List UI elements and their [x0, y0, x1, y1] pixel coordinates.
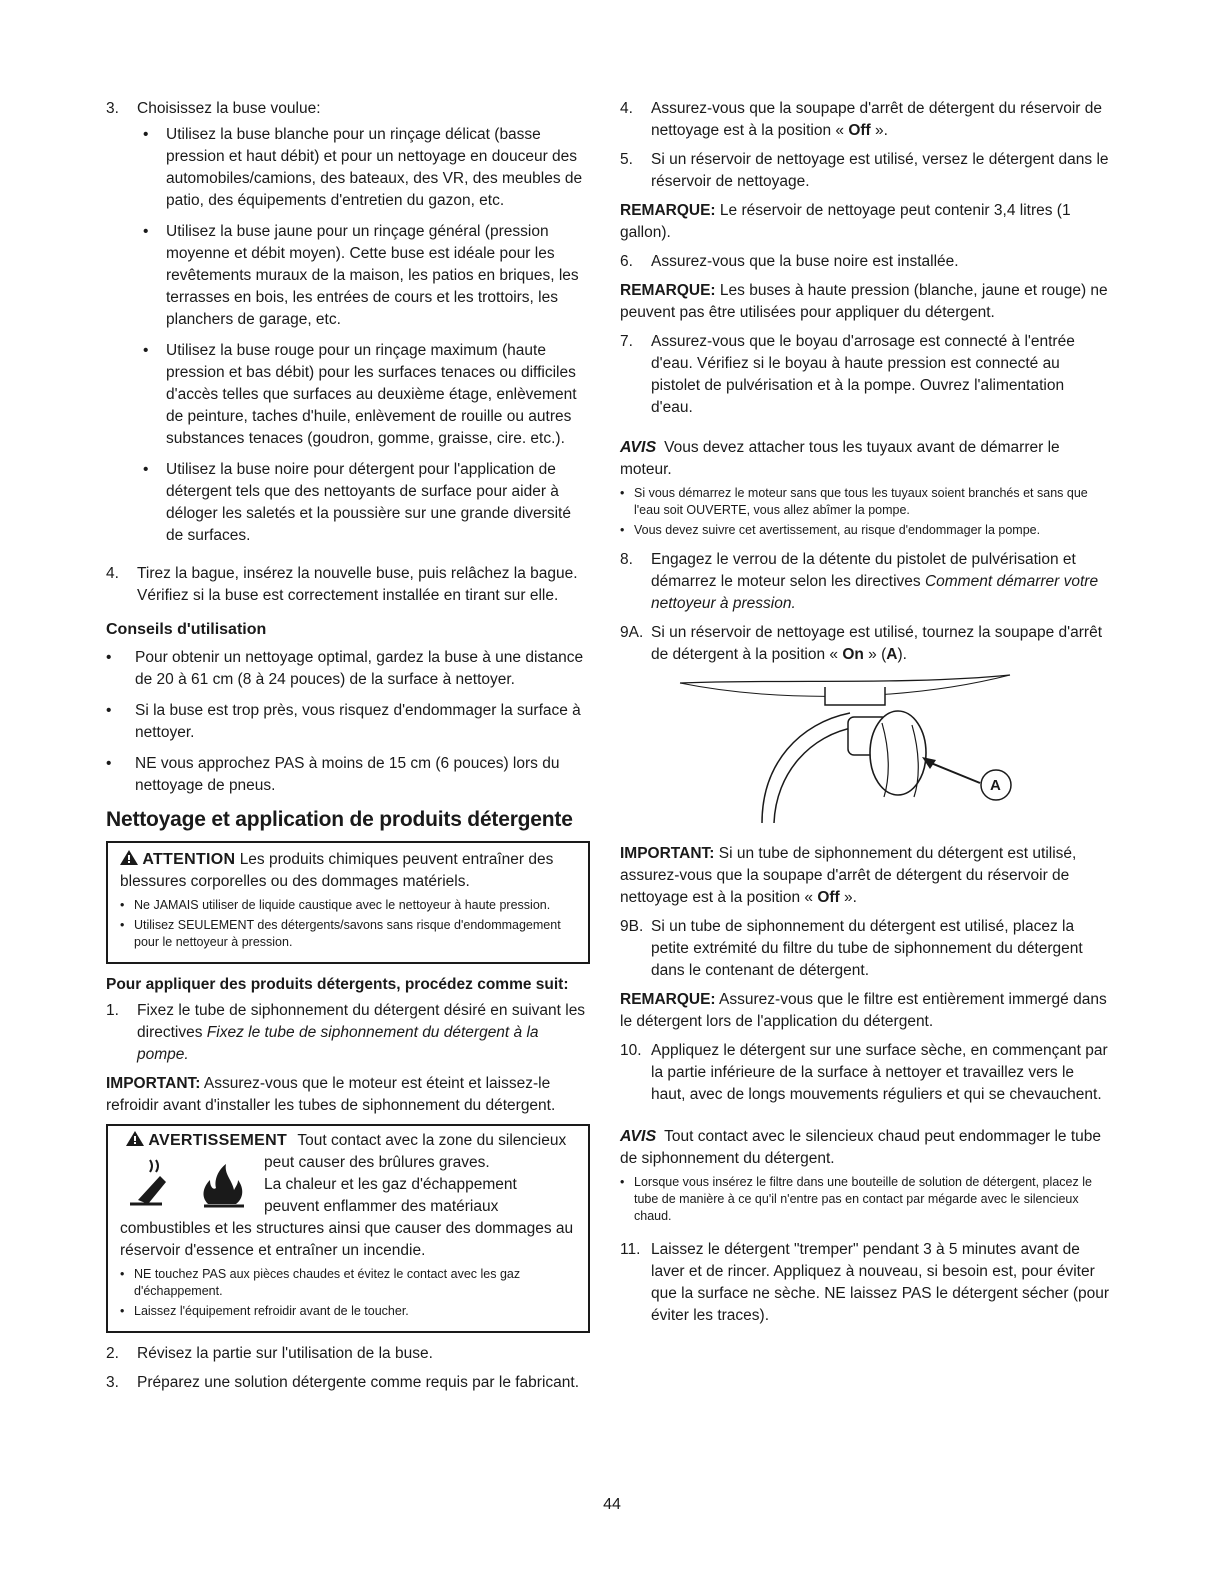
attention-text: Les produits chimiques peuvent entraîner des blessures corporelles ou des dommages matériels. [120, 851, 554, 890]
step-number: 3. [106, 1374, 119, 1391]
step-text: Révisez la partie sur l'utilisation de la buse. [137, 1345, 433, 1362]
procedure-step-8: 8. Engagez le verrou de la détente du pistolet de pulvérisation et démarrez le moteur selon les directives Comment démarrer votre nettoyeur à pression. [620, 551, 1099, 612]
procedure-step-3 [106, 1372, 590, 1394]
step-number: 4. [620, 100, 633, 117]
step-text: Laissez le détergent "tremper" pendant 3 à 5 minutes avant de laver et de rincer. Appliquez à nouveau, si besoin est, pour éviter que la surface ne sèche. NE laissez PAS le détergent sécher (pour éviter les traces). [651, 1241, 1110, 1324]
hot-surface-icon [130, 1160, 166, 1204]
step-number: 7. [620, 333, 633, 350]
avis-list [620, 1174, 1110, 1225]
step-number: 1. [106, 1002, 119, 1019]
list-item: • Pour obtenir un nettoyage optimal, gardez la buse à une distance de 20 à 61 cm (8 à 24 pouces) de la surface à nettoyer. [106, 649, 584, 688]
step-4-insert-nozzle [106, 563, 590, 607]
avis-notice: AVIS Tout contact avec le silencieux chaud peut endommager le tube de siphonnement du détergent. • Lorsque vous insérez le filtre dans une bouteille de solution de détergent, placez le tube de manière à ce qu'il n'entre pas en contact par mégarde avec le silencieux chaud. [620, 1126, 1110, 1225]
warning-triangle-icon [126, 1132, 148, 1149]
valve-illustration [650, 673, 1090, 833]
remarque-note: REMARQUE: Les buses à haute pression (blanche, jaune et rouge) ne peuvent pas être utilisées pour appliquer du détergent. [620, 282, 1108, 321]
warning-icons [120, 1152, 260, 1212]
step-text: Si un tube de siphonnement du détergent est utilisé, placez la petite extrémité du filtre du tube de siphonnement du détergent dans le contenant de détergent. [651, 918, 1083, 979]
list-item: • Laissez l'équipement refroidir avant de le toucher. [120, 1304, 409, 1318]
avis-notice: AVIS Vous devez attacher tous les tuyaux avant de démarrer le moteur. • Si vous démarrez le moteur sans que tous les tuyaux soient branchés et sans que l'eau soit OUVERTE, vous allez abîmer la pompe. • Vous devez suivre cet avertissement, au risque d'endommager la pompe. [620, 437, 1110, 539]
list-item: • Ne JAMAIS utiliser de liquide caustique avec le nettoyeur à haute pression. [120, 898, 551, 912]
procedure-step-10 [620, 1040, 1110, 1106]
list-item: • Utilisez la buse rouge pour un rinçage maximum (haute pression et bas débit) pour les surfaces tenaces ou difficiles d'accès telles que surfaces au deuxième étage, enlèvement de peinture, taches d'huile, enlèvement de rouille ou autres substances tenaces (goudron, gomme, graisse, cire. etc.). [143, 342, 577, 447]
step-number: 5. [620, 151, 633, 168]
attention-list [120, 897, 578, 951]
list-item: • Si vous démarrez le moteur sans que tous les tuyaux soient branchés et sans que l'eau soit OUVERTE, vous allez abîmer la pompe. [620, 486, 1088, 517]
section-heading: Nettoyage et application de produits détergente [106, 808, 573, 831]
list-item: • Utilisez la buse jaune pour un rinçage général (pression moyenne et débit moyen). Cette buse est idéale pour les revêtements muraux de la maison, les patios en briques, les terrasses en bois, les entrées de cours et les trottoirs, les planchers de garage, etc. [143, 223, 579, 328]
attention-box [106, 841, 590, 964]
step-text: Si un réservoir de nettoyage est utilisé, versez le détergent dans le réservoir de nettoyage. [651, 151, 1109, 190]
step-number: 8. [620, 551, 633, 568]
procedure-step-2 [106, 1343, 590, 1365]
step-3-choose-nozzle [106, 98, 590, 556]
step-text: Préparez une solution détergente comme requis par le fabricant. [137, 1374, 579, 1391]
avis-label: AVIS [620, 1128, 657, 1145]
step-number: 9B. [620, 918, 644, 935]
step-text: Choisissez la buse voulue: [137, 100, 321, 117]
right-column [620, 98, 1110, 1334]
list-item: • Utilisez la buse blanche pour un rinçage délicat (basse pression et haut débit) et pour un nettoyage en douceur des automobiles/camions, des bateaux, des VR, des meubles de patio, des équipements d'entretien du gazon, etc. [143, 126, 583, 209]
conseils-heading: Conseils d'utilisation [106, 621, 267, 638]
step-text: Appliquez le détergent sur une surface sèche, en commençant par la partie inférieure de la surface à nettoyer et travaillez vers le haut, avec de longs mouvements réguliers et qui se chevauchent. [651, 1042, 1108, 1103]
step-number: 3. [106, 100, 119, 117]
step-number: 10. [620, 1042, 642, 1059]
list-item: • Lorsque vous insérez le filtre dans une bouteille de solution de détergent, placez le tube de manière à ce qu'il n'entre pas en contact par mégarde avec le silencieux chaud. [620, 1175, 1092, 1223]
step-number: 2. [106, 1345, 119, 1362]
list-item: • Utilisez la buse noire pour détergent pour l'application de détergent tels que des nettoyants de surface pour aider à déloger les saletés et la poussière sur une grande diversité de surfaces. [143, 461, 571, 544]
list-item: • Utilisez SEULEMENT des détergents/savons sans risque d'endommagement pour le nettoyeur à pression. [120, 918, 561, 949]
avertissement-list [120, 1266, 578, 1320]
step-text: Fixez le tube de siphonnement du détergent désiré en suivant les directives [137, 1002, 586, 1041]
procedure-step-6 [620, 251, 1110, 273]
procedure-step-9a: 9A. Si un réservoir de nettoyage est utilisé, tournez la soupape d'arrêt de détergent à la position « On » (A). [620, 624, 1102, 663]
avertissement-box: AVERTISSEMENT Tout contact avec la zone du silencieux peut causer des brûlures graves. La chaleur et les gaz d'échappement peuvent enflammer des matériaux combustibles et les structures ainsi que causer des dommages au réservoir d'essence et entraîner un incendie. • NE touchez PAS aux pièces chaudes et évitez le contact avec les gaz d'échappement. • Laissez l'équipement refroidir avant de le toucher. [106, 1124, 590, 1333]
important-note: IMPORTANT: Si un tube de siphonnement du détergent est utilisé, assurez-vous que la soupape d'arrêt de détergent du réservoir de nettoyage est à la position « Off ». [620, 845, 1077, 906]
step-reference: Fixez le tube de siphonnement du détergent à la pompe. [137, 1024, 539, 1063]
procedure-step-1 [106, 1000, 590, 1066]
step-number: 9A. [620, 624, 644, 641]
step-text: Tirez la bague, insérez la nouvelle buse, puis relâchez la bague. Vérifiez si la buse est correctement installée en tirant sur elle. [137, 565, 578, 604]
step-text: Assurez-vous que le boyau d'arrosage est connecté à l'entrée d'eau. Vérifiez si le boyau à haute pression est connecté au pistolet de pulvérisation et à la pompe. Ouvrez l'alimentation d'eau. [651, 333, 1075, 416]
list-item: • NE vous approchez PAS à moins de 15 cm (6 pouces) lors du nettoyage de pneus. [106, 755, 560, 794]
remarque-note: REMARQUE: Le réservoir de nettoyage peut contenir 3,4 litres (1 gallon). [620, 202, 1071, 241]
list-item: • Si la buse est trop près, vous risquez d'endommager la surface à nettoyer. [106, 702, 581, 741]
avis-label: AVIS [620, 439, 657, 456]
procedure-step-9b [620, 916, 1110, 982]
procedure-step-7 [620, 331, 1110, 419]
procedure-heading: Pour appliquer des produits détergents, procédez comme suit: [106, 976, 569, 993]
step-number: 6. [620, 253, 633, 270]
important-note: IMPORTANT: Assurez-vous que le moteur est éteint et laissez-le refroidir avant d'installer les tubes de siphonnement du détergent. [106, 1075, 556, 1114]
step-number: 11. [620, 1241, 641, 1258]
nozzle-list [137, 124, 590, 547]
list-item: • NE touchez PAS aux pièces chaudes et évitez le contact avec les gaz d'échappement. [120, 1267, 521, 1298]
page-number: 44 [603, 1496, 621, 1513]
left-column [106, 98, 590, 1401]
remarque-note: REMARQUE: Assurez-vous que le filtre est entièrement immergé dans le détergent lors de l'application du détergent. [620, 991, 1107, 1030]
avertissement-label: AVERTISSEMENT [148, 1132, 288, 1149]
callout-label: A [990, 777, 1001, 794]
fire-icon [204, 1164, 244, 1206]
step-text: Assurez-vous que la buse noire est installée. [651, 253, 959, 270]
avis-list [620, 485, 1110, 539]
warning-triangle-icon [120, 851, 142, 868]
step-number: 4. [106, 565, 119, 582]
conseils-list [106, 647, 590, 797]
attention-label: ATTENTION [142, 851, 236, 868]
procedure-step-11 [620, 1239, 1110, 1327]
procedure-step-4: 4. Assurez-vous que la soupape d'arrêt de détergent du réservoir de nettoyage est à la position « Off ». [620, 100, 1103, 139]
procedure-step-5 [620, 149, 1110, 193]
list-item: • Vous devez suivre cet avertissement, au risque d'endommager la pompe. [620, 523, 1041, 537]
